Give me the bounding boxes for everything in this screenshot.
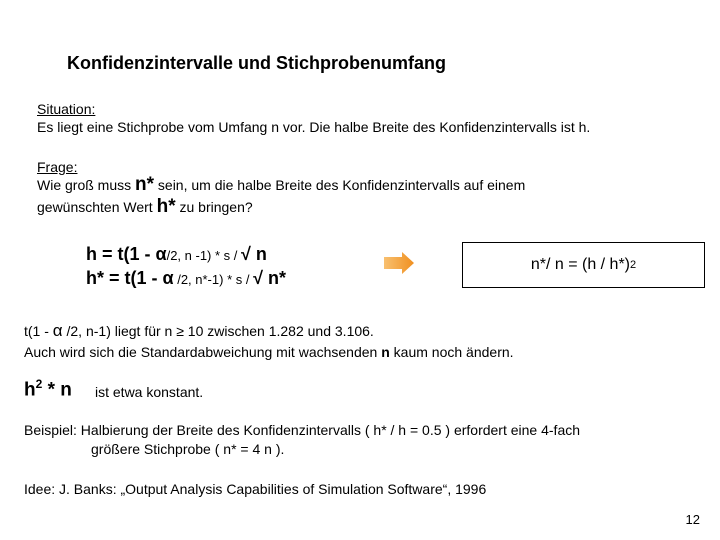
result-box — [462, 242, 705, 288]
formula-line-2 — [86, 267, 286, 291]
situation-text: Es liegt eine Stichprobe vom Umfang n vor. Die halbe Breite des Konfidenzintervalls ist h. — [37, 119, 591, 135]
formula-block — [86, 243, 286, 291]
note-line-1-a: t(1 - — [24, 323, 53, 339]
question-heading: Frage: — [37, 159, 78, 175]
question-section — [37, 158, 525, 216]
question-line-2-post: zu bringen? — [175, 199, 253, 215]
slide-title: Konfidenzintervalle und Stichprobenumfang — [67, 53, 447, 73]
question-line-2 — [37, 198, 525, 216]
question-line-2-pre: gewünschten Wert — [37, 199, 157, 215]
result-formula: n*/ n = (h / h*) — [530, 256, 631, 273]
formula-2-part-a: h* = t(1 - — [86, 268, 163, 288]
formula-2-part-c: * s / — [227, 272, 254, 287]
alpha-symbol: α — [52, 321, 63, 340]
sqrt-symbol: √ — [241, 244, 251, 264]
formula-1-part-d: n — [250, 244, 267, 264]
sqrt-symbol: √ — [253, 268, 263, 288]
formula-1-part-c: * s / — [215, 248, 242, 263]
situation-section — [37, 100, 590, 136]
idea-citation: Idee: J. Banks: „Output Analysis Capabilities of Simulation Software“, 1996 — [24, 481, 487, 497]
note-line-2-b: kaum noch ändern. — [389, 344, 514, 360]
n-symbol: n — [381, 344, 390, 360]
situation-heading: Situation: — [37, 101, 96, 117]
note-line-2 — [24, 342, 514, 363]
example-section — [24, 421, 580, 459]
constant-expression — [24, 377, 72, 401]
h-symbol: h — [24, 379, 36, 401]
question-line-1-post: sein, um die halbe Breite des Konfidenzintervalls auf einem — [154, 177, 526, 193]
right-arrow-icon — [384, 252, 414, 274]
times-n: * n — [42, 379, 72, 401]
page-number: 12 — [685, 512, 700, 527]
h-star-symbol: h* — [156, 196, 176, 217]
question-line-1-pre: Wie groß muss — [37, 177, 136, 193]
note-line-1 — [24, 320, 514, 342]
alpha-symbol: α — [155, 244, 167, 264]
note-line-1-b: /2, n-1) liegt für n ≥ 10 zwischen 1.282 und 3.106. — [62, 323, 374, 339]
formula-2-part-d: n* — [262, 268, 286, 288]
n-star-symbol: n* — [135, 174, 155, 195]
question-line-1 — [37, 176, 525, 194]
result-exponent: 2 — [630, 259, 637, 271]
constant-exponent: 2 — [35, 377, 43, 391]
formula-2-part-b: /2, n*-1) — [173, 272, 228, 287]
constant-text: ist etwa konstant. — [95, 384, 204, 400]
alpha-symbol: α — [162, 268, 174, 288]
example-line-1: Beispiel: Halbierung der Breite des Konfidenzintervalls ( h* / h = 0.5 ) erfordert eine 4-fach — [24, 422, 581, 438]
formula-1-part-a: h = t(1 - — [86, 244, 156, 264]
note-section — [24, 320, 514, 363]
example-line-2: größere Stichprobe ( n* = 4 n ). — [91, 441, 285, 457]
formula-line-1 — [86, 243, 286, 267]
note-line-2-a: Auch wird sich die Standardabweichung mit wachsenden — [24, 344, 382, 360]
formula-1-part-b: /2, n -1) — [166, 248, 216, 263]
